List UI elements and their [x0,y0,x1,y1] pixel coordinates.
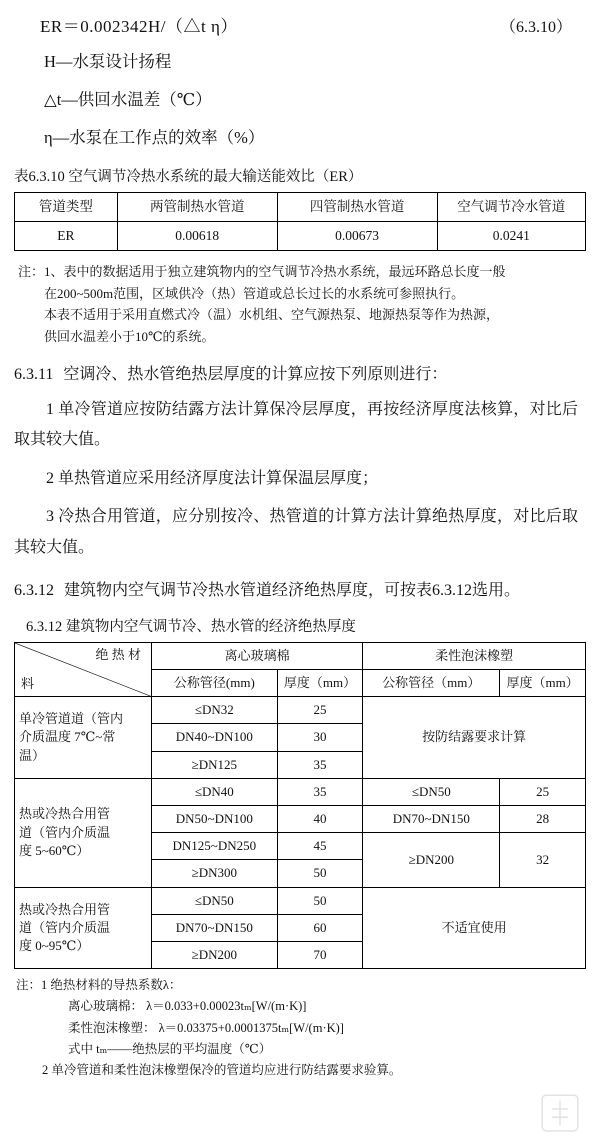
definition-h: H—水泵设计扬程 [44,52,172,71]
corner-left-label: 料 [21,676,35,692]
table-cell: ER [15,221,118,250]
table-6-3-10-note [0,255,600,351]
table-cell: 0.00618 [117,221,277,250]
clause-6-3-11-item-2: 2 单热管道应采用经济厚度法计算保温层厚度； [46,469,379,487]
table-cell: 0.0241 [437,221,585,250]
pipe-type-line: 道（管内介质温 [19,824,111,840]
pipe-type-cell [15,697,152,779]
table-row [15,887,586,914]
sub-header-cell: 公称管径(mm) [152,670,278,697]
formula-number: （6.3.10） [499,19,572,36]
table-6-3-10-caption: 表6.3.10 空气调节冷热水系统的最大输送能效比（ER） [14,168,363,185]
pipe-type-line: 道（管内介质温 [19,919,111,935]
table-cell: ≥DN125 [152,751,278,778]
formula-expression: ER＝0.002342H/（△t η） [40,17,238,36]
sub-header-cell: 厚度（mm） [500,670,586,697]
group-header-flexible-rubber: 柔性泡沫橡塑 [363,642,586,669]
table-6-3-10 [14,192,586,251]
note-line: 在200~500m范围，区域供冷（热）管道或总长过长的水系统可参照执行。 [44,285,465,301]
table-cell: 50 [277,887,363,914]
note-line: 式中 tₘ——绝热层的平均温度（℃） [68,1041,272,1056]
pipe-type-line: 度 0~95℃） [19,937,90,953]
table-row [15,642,586,669]
table-row [15,192,586,221]
table-cell: ≤DN40 [152,778,278,805]
clause-6-3-11 [0,351,600,391]
table-cell: DN70~DN150 [152,914,278,941]
table-cell: ≤DN50 [363,778,500,805]
table-cell: DN70~DN150 [363,806,500,833]
pipe-type-line: 单冷管道道（管内 [19,711,124,727]
clause-6-3-11-item-1: 1 单冷管道应按防结露方法计算保冷层厚度，再按经济厚度法核算，对比后取其较大值。 [14,400,578,449]
pipe-type-line: 温） [19,747,46,763]
clause-text: 建筑物内空气调节冷热水管道经济绝热厚度，可按表6.3.12选用。 [64,581,521,599]
pipe-type-line: 热或冷热合用管 [19,806,111,822]
table-cell: 45 [277,833,363,860]
pipe-type-line: 度 5~60℃） [19,842,90,858]
pipe-type-cell [15,887,152,969]
table-header-cell: 空气调节冷水管道 [437,192,585,221]
table-cell: 25 [277,697,363,724]
table-6-3-12 [14,642,586,969]
table-cell: 28 [500,806,586,833]
table-header-cell: 两管制热水管道 [117,192,277,221]
note-line: 本表不适用于采用直燃式冷（温）水机组、空气源热泵、地源热泵等作为热源， [44,307,500,323]
note-line: 离心玻璃棉： λ＝0.033+0.00023tₘ[W/(m·K)] [68,999,307,1014]
clause-6-3-11-item-3: 3 冷热合用管道，应分别按冷、热管道的计算方法计算绝热厚度，对比后取其较大值。 [14,508,578,556]
table-cell: 30 [277,724,363,751]
table-cell: DN40~DN100 [152,724,278,751]
definition-delta-t: △t—供回水温差（℃） [44,89,212,109]
clause-title: 空调冷、热水管绝热层厚度的计算应按下列原则进行： [63,365,448,383]
table-corner-cell [15,642,152,696]
table-cell: ≤DN32 [152,697,278,724]
table-6-3-12-notes [0,971,600,1083]
clause-6-3-12 [0,567,600,607]
table-cell: 0.00673 [277,221,437,250]
note-line: 柔性泡沫橡塑： λ＝0.03375+0.0001375tₘ[W/(m·K)] [68,1020,344,1035]
table-cell: ≥DN200 [363,833,500,887]
corner-top-label: 绝 热 材 [95,646,142,662]
table-cell: 32 [500,833,586,887]
table-cell: 40 [277,806,363,833]
sub-header-cell: 公称管径（mm） [363,670,500,697]
rubber-merged-cell: 不适宜使用 [363,887,586,969]
table-row [15,221,586,250]
table-cell: ≥DN200 [152,941,278,968]
sub-header-cell: 厚度（mm） [277,670,363,697]
pipe-type-line: 介质温度 7℃~常 [19,729,116,745]
clause-number: 6.3.11 [14,365,54,383]
definition-eta: η—水泵在工作点的效率（%） [44,127,265,147]
table-cell: ≥DN300 [152,860,278,887]
table-cell: DN125~DN250 [152,833,278,860]
formula-row [0,0,600,43]
table-row [15,697,586,724]
table-6-3-12-caption: 6.3.12 建筑物内空气调节冷、热水管的经济绝热厚度 [26,618,356,635]
note-line: 供回水温差小于10℃的系统。 [44,328,215,344]
table-cell: 35 [277,778,363,805]
table-header-cell: 管道类型 [15,192,118,221]
table-cell: 70 [277,941,363,968]
group-header-glass-wool: 离心玻璃棉 [152,642,363,669]
table-header-cell: 四管制热水管道 [277,192,437,221]
watermark-logo-icon [538,1091,582,1135]
pipe-type-cell [15,778,152,887]
rubber-merged-cell: 按防结露要求计算 [363,697,586,779]
clause-number: 6.3.12 [14,581,54,599]
note-line: 注：1、表中的数据适用于独立建筑物内的空气调节冷热水系统，最远环路总长度一般 [18,264,506,280]
table-row [15,778,586,805]
table-cell: 35 [277,751,363,778]
table-cell: ≤DN50 [152,887,278,914]
table-cell: 25 [500,778,586,805]
table-cell: 60 [277,914,363,941]
table-cell: 50 [277,860,363,887]
pipe-type-line: 热或冷热合用管 [19,901,111,917]
table-cell: DN50~DN100 [152,806,278,833]
note-line: 2 单冷管道和柔性泡沫橡塑保冷的管道均应进行防结露要求验算。 [42,1063,402,1078]
note-line: 注：1 绝热材料的导热系数λ： [16,978,182,993]
